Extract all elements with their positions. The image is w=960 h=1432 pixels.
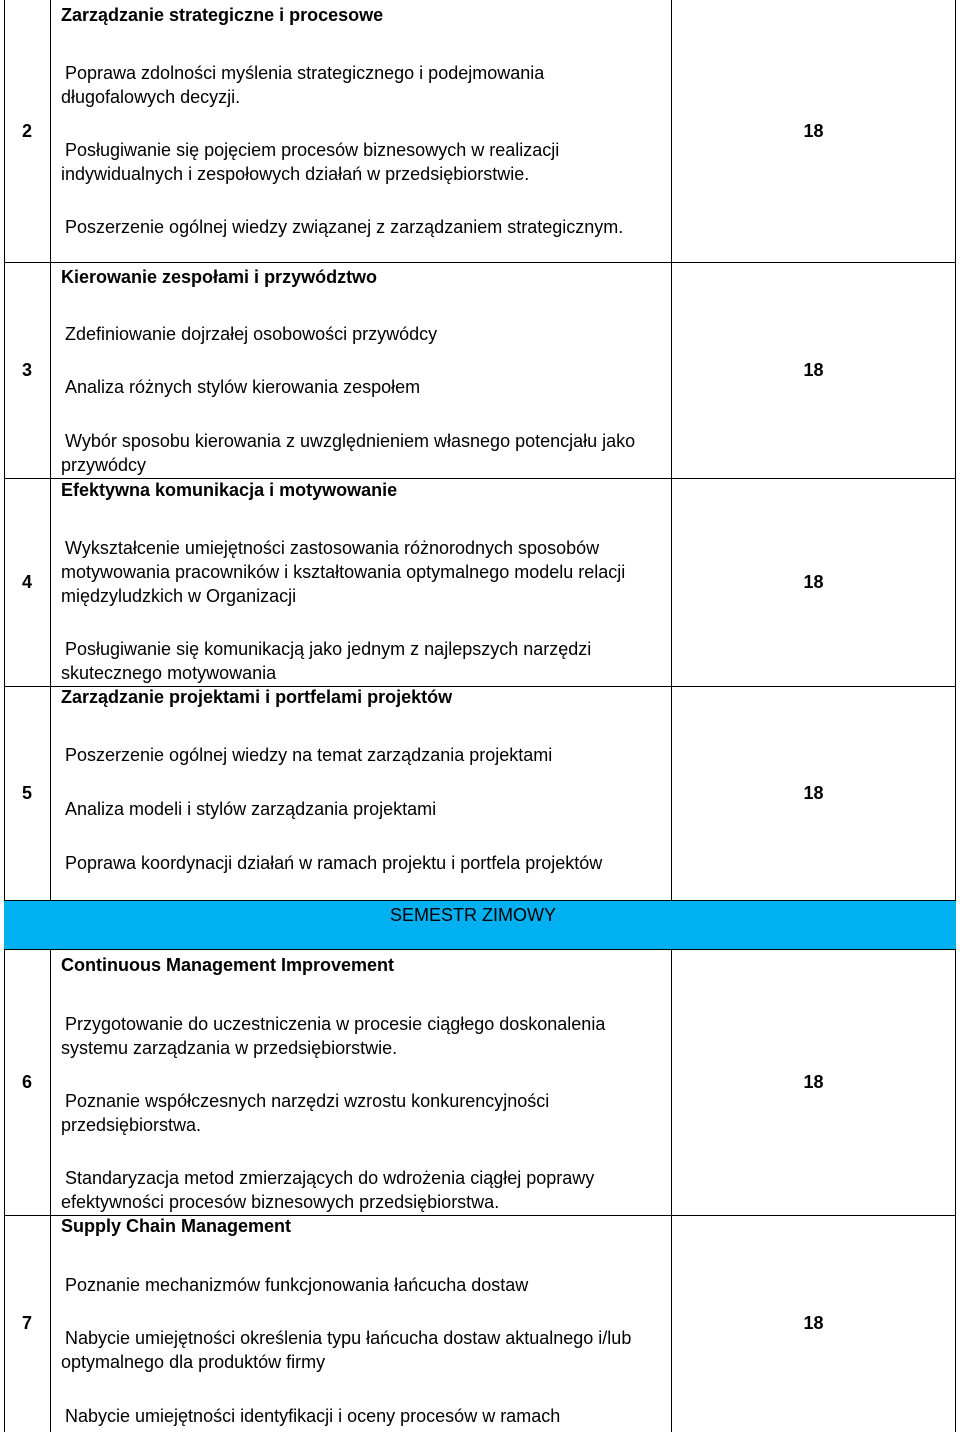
course-row xyxy=(4,262,956,478)
row-number: 5 xyxy=(4,686,51,900)
course-goal: Poszerzenie ogólnej wiedzy związanej z zarządzaniem strategicznym. xyxy=(65,217,624,237)
course-title: Kierowanie zespołami i przywództwo xyxy=(61,267,378,287)
course-goal: Poznanie współczesnych narzędzi wzrostu konkurencyjności przedsiębiorstwa. xyxy=(61,1091,550,1135)
hours-value: 18 xyxy=(803,1313,824,1333)
course-goal: Standaryzacja metod zmierzających do wdrożenia ciągłej poprawy efektywności procesów biznesowych przedsiębiorstwa. xyxy=(61,1168,595,1212)
course-goal: Poszerzenie ogólnej wiedzy na temat zarządzania projektami xyxy=(65,745,553,765)
course-goal: Posługiwanie się komunikacją jako jednym z najlepszych narzędzi skutecznego motywowania xyxy=(61,639,592,683)
course-title: Supply Chain Management xyxy=(61,1216,292,1236)
course-goal: Wybór sposobu kierowania z uwzględnieniem własnego potencjału jako przywódcy xyxy=(61,431,636,475)
course-goal: Wykształcenie umiejętności zastosowania różnorodnych sposobów motywowania pracowników i kształtowania optymalnego modelu relacji międzyludzkich w Organizacji xyxy=(61,538,626,606)
hours-value: 18 xyxy=(803,782,824,803)
course-row xyxy=(4,686,956,900)
course-row xyxy=(4,0,956,262)
course-title: Zarządzanie projektami i portfelami projektów xyxy=(61,687,453,707)
course-goal: Poprawa koordynacji działań w ramach projektu i portfela projektów xyxy=(65,853,603,873)
course-goal: Posługiwanie się pojęciem procesów biznesowych w realizacji indywidualnych i zespołowych działań w przedsiębiorstwie. xyxy=(61,140,560,184)
row-number: 2 xyxy=(4,0,51,262)
course-content xyxy=(50,1215,672,1432)
course-content xyxy=(50,262,672,478)
course-goal: Zdefiniowanie dojrzałej osobowości przywódcy xyxy=(65,324,438,344)
hours-value: 18 xyxy=(803,120,824,141)
row-number: 3 xyxy=(4,262,51,478)
semester-label: SEMESTR ZIMOWY xyxy=(390,905,556,925)
course-title: Continuous Management Improvement xyxy=(61,955,395,975)
course-title: Efektywna komunikacja i motywowanie xyxy=(61,480,398,500)
course-goal: Analiza różnych stylów kierowania zespołem xyxy=(65,377,421,397)
row-number: 7 xyxy=(4,1215,51,1432)
course-content xyxy=(50,950,672,1215)
course-goal: Przygotowanie do uczestniczenia w procesie ciągłego doskonalenia systemu zarządzania w przedsiębiorstwie. xyxy=(61,1014,606,1058)
row-number: 4 xyxy=(4,478,51,686)
semester-banner xyxy=(4,900,956,950)
course-row xyxy=(4,950,956,1215)
course-goal: Analiza modeli i stylów zarządzania projektami xyxy=(65,799,437,819)
course-table xyxy=(4,0,956,1432)
hours-value: 18 xyxy=(803,359,824,380)
course-content xyxy=(50,0,672,262)
course-goal: Poznanie mechanizmów funkcjonowania łańcucha dostaw xyxy=(65,1275,529,1295)
course-content xyxy=(50,478,672,686)
course-title: Zarządzanie strategiczne i procesowe xyxy=(61,5,384,25)
course-content xyxy=(50,686,672,900)
course-goal: Nabycie umiejętności określenia typu łańcucha dostaw aktualnego i/lub optymalnego dla produktów firmy xyxy=(61,1328,632,1372)
course-row xyxy=(4,1215,956,1432)
hours-value: 18 xyxy=(803,571,824,592)
course-row xyxy=(4,478,956,686)
course-goal: Nabycie umiejętności identyfikacji i oceny procesów w ramach xyxy=(65,1406,561,1426)
hours-value: 18 xyxy=(803,1072,824,1092)
course-goal: Poprawa zdolności myślenia strategicznego i podejmowania długofalowych decyzji. xyxy=(61,63,545,107)
row-number: 6 xyxy=(4,950,51,1215)
